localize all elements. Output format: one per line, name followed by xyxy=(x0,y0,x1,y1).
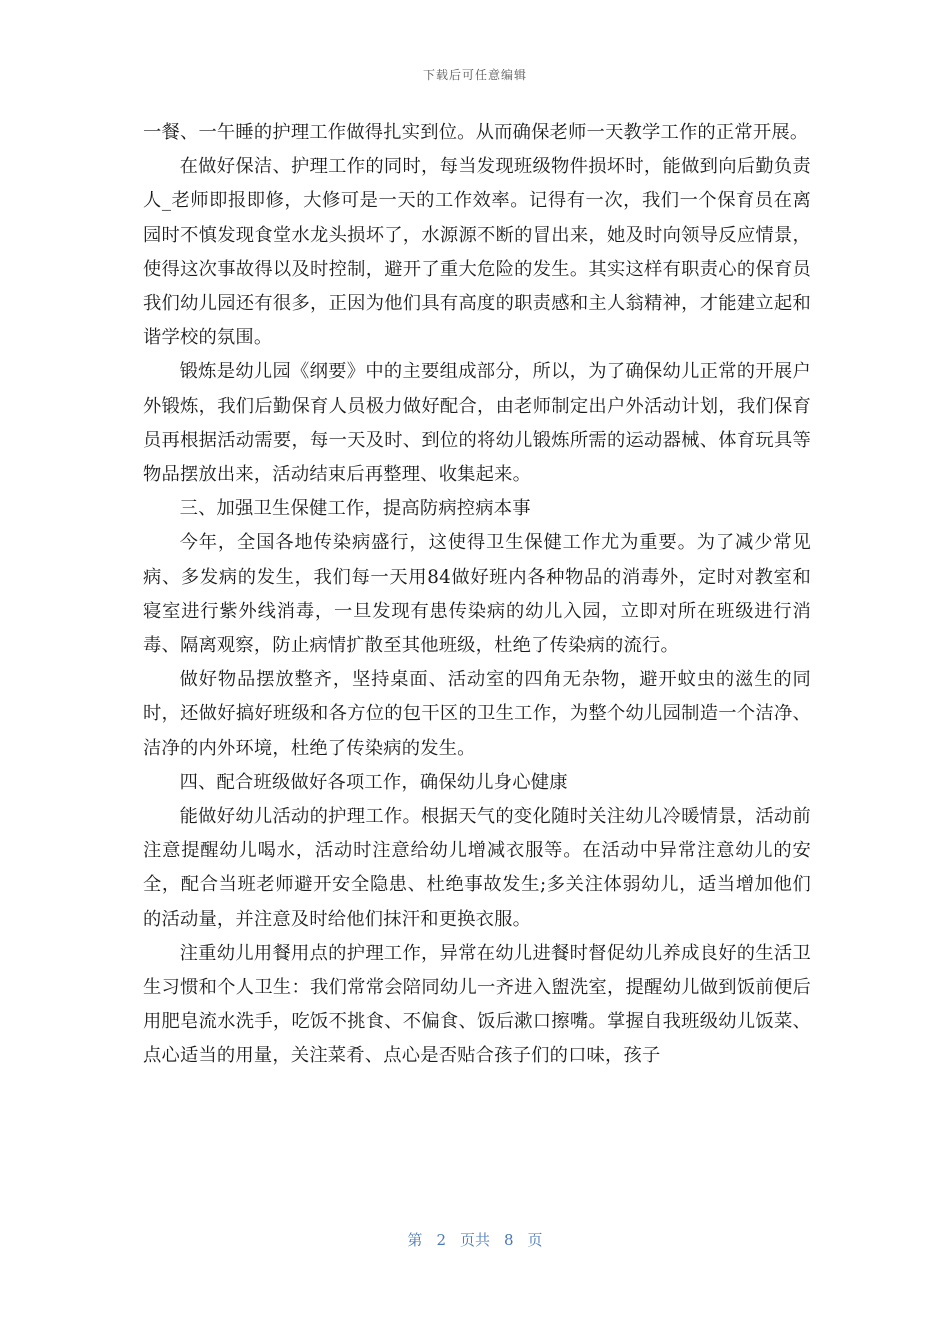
section-heading: 四、配合班级做好各项工作，确保幼儿身心健康 xyxy=(179,771,568,793)
paragraph: 锻炼是幼儿园《纲要》中的主要组成部分，所以，为了确保幼儿正常的开展户外锻炼，我们后勤保育人员极力做好配合，由老师制定出户外活动计划，我们保育员再根据活动需要，每一天及时、到位的将幼儿锻炼所需的运动器械、体育玩具等物品摆放出来，活动结束后再整理、收集起来。 xyxy=(143,361,811,486)
current-page-number: 2 xyxy=(436,1231,446,1249)
footer-suffix: 页 xyxy=(527,1231,543,1249)
paragraph: 注重幼儿用餐用点的护理工作，异常在幼儿进餐时督促幼儿养成良好的生活卫生习惯和个人卫生：我们常常会陪同幼儿一齐进入盥洗室，提醒幼儿做到饭前便后用肥皂流水洗手，吃饭不挑食、不偏食、饭后漱口擦嘴。掌握自我班级幼儿饭菜、点心适当的用量，关注菜肴、点心是否贴合孩子们的口味，孩子 xyxy=(143,942,811,1067)
page-number-footer xyxy=(0,1229,950,1250)
document-body xyxy=(143,116,811,1074)
paragraph: 一餐、一午睡的护理工作做得扎实到位。从而确保老师一天教学工作的正常开展。 xyxy=(143,122,809,143)
footer-middle: 页共 xyxy=(459,1231,490,1249)
paragraph: 做好物品摆放整齐，坚持桌面、活动室的四角无杂物，避开蚊虫的滋生的同时，还做好搞好班级和各方位的包干区的卫生工作，为整个幼儿园制造一个洁净、洁净的内外环境，杜绝了传染病的发生。 xyxy=(143,669,811,759)
footer-prefix: 第 xyxy=(407,1231,423,1249)
paragraph: 今年，全国各地传染病盛行，这使得卫生保健工作尤为重要。为了减少常见病、多发病的发生，我们每一天用84做好班内各种物品的消毒外，定时对教室和寝室进行紫外线消毒，一旦发现有患传染病的幼儿入园，立即对所在班级进行消毒、隔离观察，防止病情扩散至其他班级，杜绝了传染病的流行。 xyxy=(143,532,811,657)
paragraph: 能做好幼儿活动的护理工作。根据天气的变化随时关注幼儿冷暖情景，活动前注意提醒幼儿喝水，活动时注意给幼儿增减衣服等。在活动中异常注意幼儿的安全，配合当班老师避开安全隐患、杜绝事故发生;多关注体弱幼儿，适当增加他们的活动量，并注意及时给他们抹汗和更换衣服。 xyxy=(143,806,811,930)
section-heading: 三、加强卫生保健工作，提高防病控病本事 xyxy=(179,498,531,520)
paragraph: 在做好保洁、护理工作的同时，每当发现班级物件损坏时，能做到向后勤负责人_老师即报即修，大修可是一天的工作效率。记得有一次，我们一个保育员在离园时不慎发现食堂水龙头损坏了，水源源不断的冒出来，她及时向领导反应情景，使得这次事故得以及时控制，避开了重大危险的发生。其实这样有职责心的保育员我们幼儿园还有很多，正因为他们具有高度的职责感和主人翁精神，才能建立起和谐学校的氛围。 xyxy=(143,156,811,349)
header-note: 下载后可任意编辑 xyxy=(422,68,527,82)
total-page-count: 8 xyxy=(504,1231,514,1249)
